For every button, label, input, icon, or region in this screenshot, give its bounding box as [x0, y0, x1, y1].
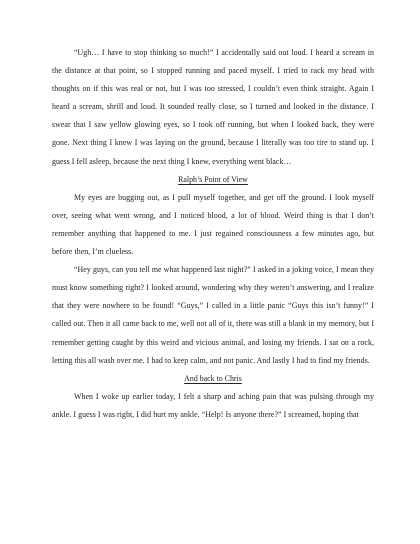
page-content: [52, 44, 374, 424]
section-heading-chris: And back to Chris: [184, 373, 242, 383]
paragraph-ralph-friends: “Hey guys, can you tell me what happened last night?” I asked in a joking voice, I mean they must know something right? I looked around, wondering why they weren’t answering, and I realize that they were nowhere to be found! “Guys,” I called in a little panic “Guys this isn’t funny!” I called out. Then it all came back to me, well not all of it, there was still a blank in my memory, but I remember getting caught by this weird and vicious animal, and losing my friends. I sat on a rock, letting this all wash over me. I had to keep calm, and not panic. And lastly I had to find my friends.: [52, 265, 374, 365]
section-heading-ralph: Ralph’s Point of View: [178, 174, 248, 184]
paragraph-chris-ankle: When I woke up earlier today, I felt a sharp and aching pain that was pulsing through my ankle. I guess I was right, I did hurt my ankle. “Help! Is anyone there?” I screamed, hoping that: [52, 391, 374, 419]
paragraph-ralph-wakes: My eyes are bugging out, as I pull myself together, and get off the ground. I look myself over, seeing what went wrong, and I noticed blood, a lot of blood. Weird thing is that I don’t remember anything that happened to me. I just regained consciousness a few minutes ago, but before then, I’m clueless.: [52, 192, 374, 257]
paragraph-chris-running: “Ugh… I have to stop thinking so much!” I accidentally said out loud. I heard a scream in the distance at that point, so I stopped running and paced myself. I tried to rack my head with thoughts on if this was real or not, but I was too stressed, I couldn’t even think straight. Again I heard a scream, shrill and loud. It sounded really close, so I turned and looked in the distance. I swear that I saw yellow glowing eyes, so I took off running, but when I looked back, they were gone. Next thing I knew I was laying on the ground, because I literally was too tire to stand up. I guess I fell asleep, because the next thing I knew, everything went black…: [52, 48, 374, 166]
